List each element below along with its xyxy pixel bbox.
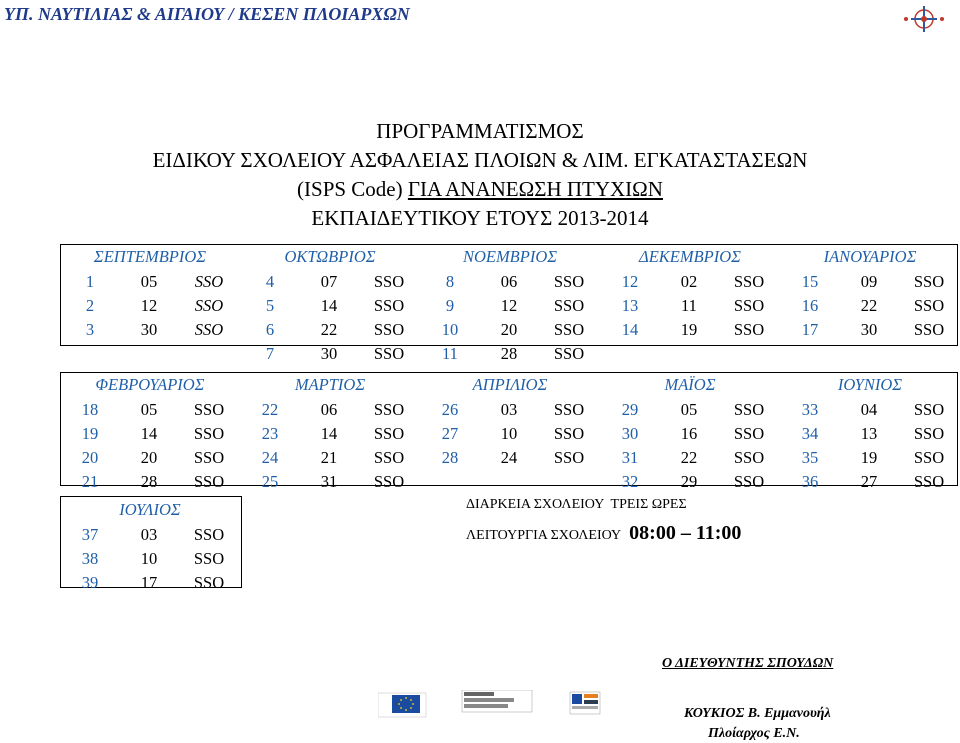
session-number: 37 bbox=[81, 525, 99, 544]
session-code: SSO bbox=[553, 272, 585, 291]
session-number: 3 bbox=[85, 320, 95, 339]
session-number: 24 bbox=[261, 448, 279, 467]
session-number: 38 bbox=[81, 549, 99, 568]
session-code: SSO bbox=[913, 424, 945, 443]
session-number: 1 bbox=[85, 272, 95, 291]
signatory-name: ΚΟΥΚΙΟΣ Β. Εμμανουήλ bbox=[684, 706, 831, 721]
session-code: SSO bbox=[913, 400, 945, 419]
operation-hours-value: 08:00 – 11:00 bbox=[629, 522, 742, 544]
session-day: 28 bbox=[500, 344, 518, 363]
session-code: SSO bbox=[913, 448, 945, 467]
month-header: ΟΚΤΩΒΡΙΟΣ bbox=[284, 247, 376, 266]
empty-cell bbox=[420, 470, 480, 494]
session-day: 05 bbox=[140, 272, 158, 291]
month-header: ΙΟΥΝΙΟΣ bbox=[837, 375, 903, 394]
table-row bbox=[60, 270, 960, 294]
month-header: ΝΟΕΜΒΡΙΟΣ bbox=[462, 247, 558, 266]
session-code: SSO bbox=[913, 320, 945, 339]
session-number: 22 bbox=[261, 400, 279, 419]
session-day: 19 bbox=[860, 448, 878, 467]
empty-cell bbox=[898, 342, 960, 366]
session-number: 27 bbox=[441, 424, 459, 443]
session-day: 24 bbox=[500, 448, 518, 467]
title-line-4: ΕΚΠΑΙΔΕΥΤΙΚΟΥ ΕΤΟΥΣ 2013-2014 bbox=[311, 206, 649, 230]
session-code: SSO bbox=[553, 424, 585, 443]
session-number: 36 bbox=[801, 472, 819, 491]
session-number: 33 bbox=[801, 400, 819, 419]
month-header: ΑΠΡΙΛΙΟΣ bbox=[472, 375, 548, 394]
month-header: ΜΑΪΟΣ bbox=[664, 375, 716, 394]
session-code: SSO bbox=[733, 472, 765, 491]
session-number: 17 bbox=[801, 320, 819, 339]
session-code: SSO bbox=[373, 320, 405, 339]
title-line-1: ΠΡΟΓΡΑΜΜΑΤΙΣΜΟΣ bbox=[376, 119, 584, 143]
month-header: ΣΕΠΤΕΜΒΡΙΟΣ bbox=[93, 247, 207, 266]
session-number: 4 bbox=[265, 272, 275, 291]
session-day: 28 bbox=[140, 472, 158, 491]
session-day: 19 bbox=[680, 320, 698, 339]
empty-cell bbox=[840, 342, 898, 366]
session-code: SSO bbox=[193, 573, 225, 592]
session-day: 06 bbox=[320, 400, 338, 419]
session-number: 32 bbox=[621, 472, 639, 491]
session-code: SSO bbox=[373, 448, 405, 467]
session-day: 03 bbox=[500, 400, 518, 419]
session-code: SSO bbox=[913, 272, 945, 291]
session-code: SSO bbox=[194, 320, 224, 339]
session-day: 13 bbox=[860, 424, 878, 443]
month-header: ΙΟΥΛΙΟΣ bbox=[119, 500, 181, 519]
table1-month-row bbox=[60, 244, 960, 270]
session-code: SSO bbox=[553, 448, 585, 467]
empty-cell bbox=[780, 342, 840, 366]
session-number: 39 bbox=[81, 573, 99, 592]
session-code: SSO bbox=[553, 344, 585, 363]
empty-cell bbox=[600, 342, 660, 366]
session-day: 27 bbox=[860, 472, 878, 491]
table-row bbox=[60, 470, 960, 494]
session-day: 22 bbox=[680, 448, 698, 467]
session-day: 20 bbox=[500, 320, 518, 339]
month-header: ΙΑΝΟΥΑΡΙΟΣ bbox=[823, 247, 917, 266]
session-code: SSO bbox=[373, 272, 405, 291]
session-day: 29 bbox=[680, 472, 698, 491]
emblem-logo-icon bbox=[898, 4, 950, 34]
table-row bbox=[60, 547, 240, 571]
session-number: 25 bbox=[261, 472, 279, 491]
table-row bbox=[60, 398, 960, 422]
session-day: 03 bbox=[140, 525, 158, 544]
title-line-3: (ISPS Code) ΓΙΑ ΑΝΑΝΕΩΣΗ ΠΤΥΧΙΩΝ bbox=[297, 177, 663, 201]
session-code: SSO bbox=[193, 400, 225, 419]
session-day: 30 bbox=[860, 320, 878, 339]
session-number: 18 bbox=[81, 400, 99, 419]
table-row bbox=[60, 446, 960, 470]
session-code: SSO bbox=[193, 424, 225, 443]
empty-cell bbox=[480, 470, 538, 494]
session-day: 07 bbox=[320, 272, 338, 291]
session-number: 16 bbox=[801, 296, 819, 315]
session-number: 19 bbox=[81, 424, 99, 443]
session-day: 22 bbox=[860, 296, 878, 315]
session-number: 5 bbox=[265, 296, 275, 315]
document-title bbox=[0, 117, 960, 233]
schedule-table-2 bbox=[60, 372, 960, 494]
session-code: SSO bbox=[193, 525, 225, 544]
session-day: 16 bbox=[680, 424, 698, 443]
session-day: 21 bbox=[320, 448, 338, 467]
table-row bbox=[60, 571, 240, 595]
session-day: 02 bbox=[680, 272, 698, 291]
month-header: ΦΕΒΡΟΥΑΡΙΟΣ bbox=[95, 375, 205, 394]
schedule-table-1 bbox=[60, 244, 960, 366]
session-number: 35 bbox=[801, 448, 819, 467]
session-code: SSO bbox=[913, 472, 945, 491]
session-code: SSO bbox=[913, 296, 945, 315]
empty-cell bbox=[120, 342, 178, 366]
session-code: SSO bbox=[733, 296, 765, 315]
session-day: 09 bbox=[860, 272, 878, 291]
session-code: SSO bbox=[553, 320, 585, 339]
session-number: 13 bbox=[621, 296, 639, 315]
session-number: 12 bbox=[621, 272, 639, 291]
session-code: SSO bbox=[733, 424, 765, 443]
session-number: 15 bbox=[801, 272, 819, 291]
session-day: 14 bbox=[320, 424, 338, 443]
session-code: SSO bbox=[193, 549, 225, 568]
operation-hours bbox=[466, 522, 741, 545]
session-number: 7 bbox=[265, 344, 275, 363]
session-number: 14 bbox=[621, 320, 639, 339]
session-day: 12 bbox=[140, 296, 158, 315]
header-title: ΥΠ. ΝΑΥΤΙΛΙΑΣ & ΑΙΓΑΙΟΥ / ΚΕΣΕΝ ΠΛΟΙΑΡΧΩΝ bbox=[4, 4, 410, 24]
director-title: Ο ΔΙΕΥΘΥΝΤΗΣ ΣΠΟΥΔΩΝ bbox=[662, 656, 834, 671]
empty-cell bbox=[660, 342, 718, 366]
session-day: 20 bbox=[140, 448, 158, 467]
eu-funding-logos-icon bbox=[378, 690, 603, 720]
session-day: 30 bbox=[320, 344, 338, 363]
session-day: 10 bbox=[500, 424, 518, 443]
session-code: SSO bbox=[733, 448, 765, 467]
session-code: SSO bbox=[373, 424, 405, 443]
session-code: SSO bbox=[373, 296, 405, 315]
session-number: 34 bbox=[801, 424, 819, 443]
session-day: 17 bbox=[140, 573, 158, 592]
table2-month-row bbox=[60, 372, 960, 398]
session-day: 05 bbox=[680, 400, 698, 419]
table-row bbox=[60, 523, 240, 547]
session-number: 29 bbox=[621, 400, 639, 419]
session-number: 21 bbox=[81, 472, 99, 491]
session-number: 9 bbox=[445, 296, 455, 315]
empty-cell bbox=[178, 342, 240, 366]
session-code: SSO bbox=[194, 272, 224, 291]
session-day: 04 bbox=[860, 400, 878, 419]
session-day: 12 bbox=[500, 296, 518, 315]
session-code: SSO bbox=[733, 272, 765, 291]
session-day: 05 bbox=[140, 400, 158, 419]
table-row bbox=[60, 318, 960, 342]
session-code: SSO bbox=[553, 296, 585, 315]
session-code: SSO bbox=[733, 320, 765, 339]
month-header: ΜΑΡΤΙΟΣ bbox=[294, 375, 366, 394]
session-number: 30 bbox=[621, 424, 639, 443]
session-day: 14 bbox=[320, 296, 338, 315]
session-code: SSO bbox=[193, 472, 225, 491]
session-number: 8 bbox=[445, 272, 455, 291]
title-line-2: ΕΙΔΙΚΟΥ ΣΧΟΛΕΙΟΥ ΑΣΦΑΛΕΙΑΣ ΠΛΟΙΩΝ & ΛΙΜ. ΕΓΚΑΤΑΣΤΑΣΕΩΝ bbox=[152, 148, 808, 172]
session-number: 28 bbox=[441, 448, 459, 467]
session-day: 31 bbox=[320, 472, 338, 491]
table-row bbox=[60, 342, 960, 366]
session-day: 06 bbox=[500, 272, 518, 291]
session-code: SSO bbox=[373, 400, 405, 419]
schedule-table-3 bbox=[60, 497, 240, 595]
table-row bbox=[60, 294, 960, 318]
operation-label: ΛΕΙΤΟΥΡΓΙΑ ΣΧΟΛΕΙΟΥ bbox=[466, 528, 622, 543]
duration-text: ΔΙΑΡΚΕΙΑ ΣΧΟΛΕΙΟΥ ΤΡΕΙΣ ΩΡΕΣ bbox=[466, 497, 687, 512]
session-day: 30 bbox=[140, 320, 158, 339]
session-day: 14 bbox=[140, 424, 158, 443]
session-code: SSO bbox=[193, 448, 225, 467]
session-number: 2 bbox=[85, 296, 95, 315]
table3-month-row bbox=[60, 497, 240, 523]
session-day: 10 bbox=[140, 549, 158, 568]
session-day: 22 bbox=[320, 320, 338, 339]
signatory-rank: Πλοίαρχος Ε.Ν. bbox=[708, 726, 800, 741]
session-number: 23 bbox=[261, 424, 279, 443]
session-number: 26 bbox=[441, 400, 459, 419]
empty-cell bbox=[718, 342, 780, 366]
session-number: 31 bbox=[621, 448, 639, 467]
session-number: 20 bbox=[81, 448, 99, 467]
session-code: SSO bbox=[194, 296, 224, 315]
session-number: 6 bbox=[265, 320, 275, 339]
session-code: SSO bbox=[373, 472, 405, 491]
session-code: SSO bbox=[733, 400, 765, 419]
empty-cell bbox=[60, 342, 120, 366]
empty-cell bbox=[538, 470, 600, 494]
session-number: 11 bbox=[442, 344, 458, 363]
session-code: SSO bbox=[553, 400, 585, 419]
month-header: ΔΕΚΕΜΒΡΙΟΣ bbox=[639, 247, 741, 266]
session-number: 10 bbox=[441, 320, 459, 339]
session-code: SSO bbox=[373, 344, 405, 363]
session-day: 11 bbox=[681, 296, 697, 315]
table-row bbox=[60, 422, 960, 446]
